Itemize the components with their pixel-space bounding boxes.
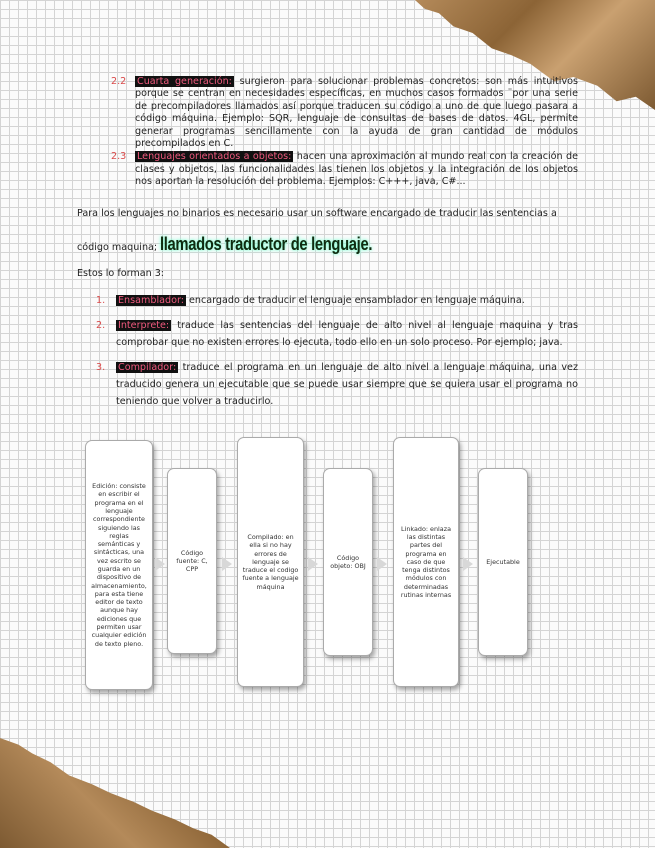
flow-arrow xyxy=(377,557,387,571)
translator-item-term: Compilador: xyxy=(118,362,177,373)
translator-item-number: 2. xyxy=(96,320,106,331)
flow-arrow xyxy=(222,557,232,571)
sub-item-number: 2.3 xyxy=(111,151,127,163)
flow-step-codigo-fuente: Código fuente: C, CPP xyxy=(167,468,217,654)
sub-item-term: Cuarta generación: xyxy=(137,76,232,87)
translator-item-term: Interprete: xyxy=(118,320,170,331)
intro-text: Para los lenguajes no binarios es necesario usar un software encargado de traducir las sentencias a código maquina; xyxy=(77,208,557,253)
translator-item-text: traduce el programa en un lenguaje de alto nivel a lenguaje máquina, una vez traducido genera un ejecutable que se puede usar siempre que se quiera usar el programa no teniendo que volver a traducirlo. xyxy=(116,362,578,407)
translator-item-text: traduce las sentencias del lenguaje de alto nivel al lenguaje maquina y tras comprobar que no existen errores lo ejecuta, todo ello en un solo proceso. Por ejemplo; java. xyxy=(116,320,578,348)
flow-arrow xyxy=(308,557,318,571)
flow-step-codigo-objeto: Código objeto: OBJ xyxy=(323,468,373,656)
list-lead: Estos lo forman 3: xyxy=(77,268,165,279)
sub-item-text: hacen una aproximación al mundo real con la creación de clases y objetos, las funcionalidades las tienen los objetos y la integración de los objetos nos aportan la resolución del problema. Ejemplos: C+++, java, C#... xyxy=(135,151,578,188)
flow-arrow xyxy=(155,557,165,571)
flow-step-edicion: Edición: consiste en escribir el programa en el lenguaje correspondiente siguiendo las reglas semánticas y sintácticas, una vez escrito se guarda en un dispositivo de almacenamiento, para esta tiene editor de texto aunque hay ediciones que permiten usar cualquier edición de texto pleno. xyxy=(85,440,153,690)
sub-item-number: 2.2 xyxy=(111,76,127,87)
intro-highlight: llamados traductor de lenguaje. xyxy=(160,234,373,254)
flow-step-ejecutable: Ejecutable xyxy=(478,468,528,656)
flow-step-compilado: Compilado: en ella si no hay errores de lenguaje se traduce el codigo fuente a lenguaje máquina xyxy=(237,437,304,687)
translator-item-number: 1. xyxy=(96,295,106,306)
translator-item-term: Ensamblador: xyxy=(118,295,184,306)
translator-item-number: 3. xyxy=(96,362,106,373)
sub-item-term: Lenguajes orientados a objetos: xyxy=(137,151,292,163)
flow-arrow xyxy=(463,557,473,571)
flow-step-linkado: Linkado: enlaza las distintas partes del programa en caso de que tenga distintos módulos con determinadas rutinas internas xyxy=(393,437,459,687)
translator-item-text: encargado de traducir el lenguaje ensamblador en lenguaje máquina. xyxy=(185,295,525,306)
sub-item-text: surgieron para solucionar problemas concretos: son más intuitivos porque se centran en necesidades específicas, en muchos casos formados ¨por una serie de precompiladores llamados así porque traducen su código a uno de que luego pasara a código máquina. Ejemplo: SQR, lenguaje de consultas de bases de datos. 4GL, permite generar programas sencillamente con la ayuda de gran cantidad de módulos precompilados en C. xyxy=(135,76,578,150)
